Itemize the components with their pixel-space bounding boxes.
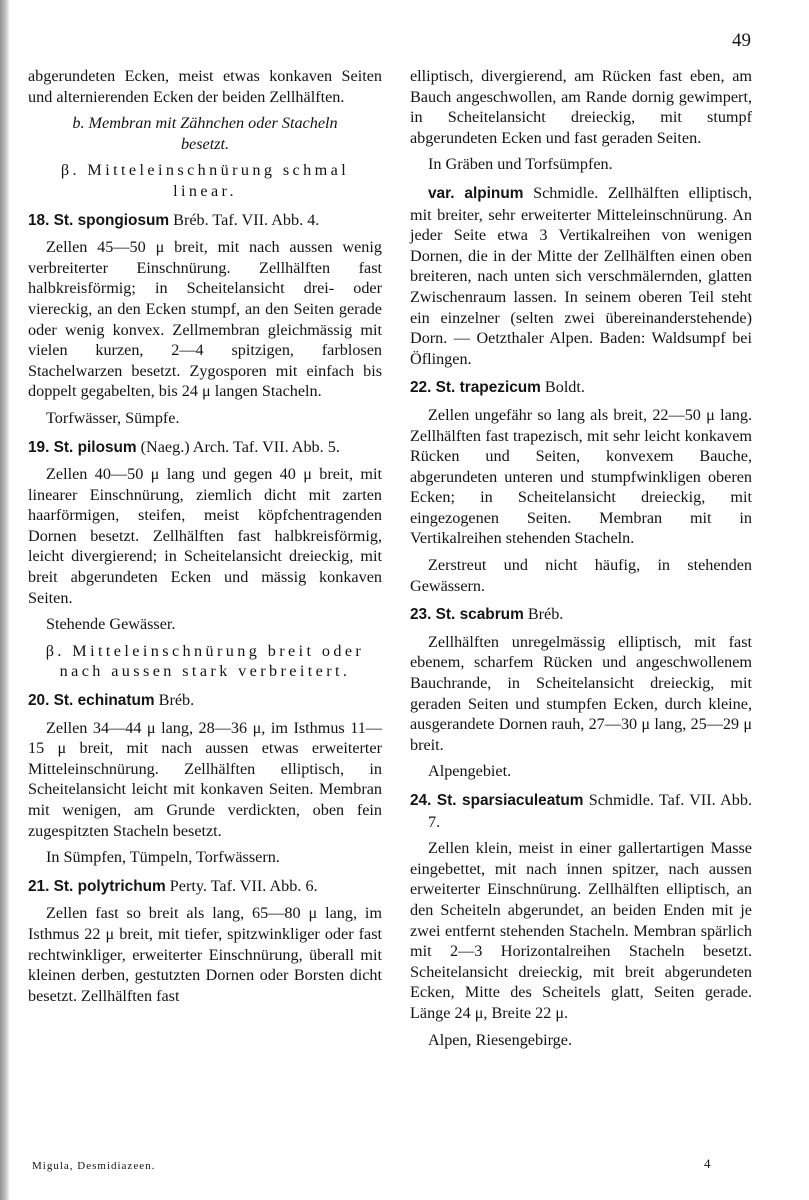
variety-text-block [410,183,752,369]
species-description: Zellen ungefähr so lang als breit, 22—50 μ lang. Zellhälften fast trapezisch, mit sehr leicht konkavem Rücken und Seiten, konvexem Bauche, abgerundeten unteren und stumpfwinkligen oberen Ecken; in Scheitelansicht dreieckig, mit eingezogenen Seiten. Membran mit in Vertikalreihen stehenden Stacheln. [410,405,752,548]
entry-24 [410,790,752,1050]
species-citation: Boldt. [544,378,585,397]
species-habitat: Alpengebiet. [428,762,512,781]
page-number: 49 [732,30,751,51]
footer-signature: Migula, Desmidiazeen. [32,1160,156,1172]
entry-22 [410,377,752,596]
species-title: 20. St. echinatum [28,692,155,710]
species-citation: Perty. Taf. VII. Abb. 6. [169,876,318,895]
species-title: 22. St. trapezicum [410,379,541,397]
continuation-habitat: In Gräben und Torfsümpfen. [428,155,613,174]
species-title: 18. St. spongiosum [28,211,170,229]
entry-header [410,377,752,399]
species-description: Zellen 45—50 μ breit, mit nach aussen wenig verbreiterter Einschnürung. Zellhälften fast halbkreisförmig; in Scheitelansicht drei- oder viereckig, an den Ecken stumpf, an den Seiten gerade oder wenig konvex. Zellmembran gleichmässig mit vielen kurzen, 2—4 spitzigen, farblosen Stachelwarzen besetzt. Zygosporen mit einfach bis doppelt gegabelten, bis 24 μ langen Stacheln. [28,238,382,401]
entry-header [28,690,382,712]
entry-18 [28,210,382,429]
species-description: Zellen klein, meist in einer gallertartigen Masse eingebettet, mit nach innen spitzer, nach aussen erweiterter Einschnürung. Zellhälften elliptisch, an den Scheiteln abgerundet, an beiden Enden mit je zwei entfernt stehenden Stacheln. Membran spärlich mit 2—3 Horizontalreihen Stacheln besetzt. Scheitelansicht dreieckig, mit breit abgerundeten Ecken, Mitte des Scheitels glatt, Seiten gerade. Länge 24 μ, Breite 22 μ. [410,839,752,1022]
page-edge-shadow [0,0,10,1200]
entry-19 [28,437,382,635]
entry-21 [28,876,382,1007]
species-habitat: Torfwässer, Sümpfe. [46,408,180,427]
entry-20 [28,690,382,868]
species-description: Zellen 34—44 μ lang, 28—36 μ, im Isthmus 11—15 μ breit, mit nach aussen etwas erweiterter Mitteleinschnürung. Zellhälften elliptisch, in Scheitelansicht leicht mit konkaven Seiten. Membran mit wenigen, am Grunde verdickten, oben fein zugespitzten Stacheln besetzt. [28,718,382,840]
left-column [28,66,382,1012]
species-citation: Schmidle. Taf. VII. Abb. 7. [428,791,752,831]
subsection-heading-broad: β. Mitteleinschnürung breit oder nach aussen stark verbreitert. [45,641,365,681]
entry-23 [410,604,752,782]
species-title: 21. St. polytrichum [28,877,166,895]
species-citation: Bréb. Taf. VII. Abb. 4. [173,210,320,229]
variety-title: var. alpinum [428,184,524,202]
species-habitat: Stehende Gewässer. [46,615,176,634]
footer-sheet-number: 4 [704,1156,711,1171]
species-habitat: In Sümpfen, Tümpeln, Torfwässern. [46,848,280,867]
species-title: 23. St. scabrum [410,606,524,624]
species-citation: Bréb. [527,605,564,624]
species-description: Zellen 40—50 μ lang und gegen 40 μ breit, mit linearer Einschnürung, ziemlich dicht mit zarten haarförmigen, steifen, meist köpfchentragenden Dornen besetzt. Zellhälften fast halbkreisförmig, leicht divergierend; in Scheitelansicht dreieckig, mit breit abgerundeten Ecken und mässig konkaven Seiten. [28,465,382,607]
species-description: Zellen fast so breit als lang, 65—80 μ lang, im Isthmus 22 μ breit, mit tiefer, spitzwinkliger oder fast rechtwinkliger, erweiterter Einschnürung, überall mit kleinen derben, gestutzten Dornen oder Borsten dicht besetzt. Zellhälften fast [28,904,382,1005]
entry-header [28,876,382,898]
variety-alpinum [410,183,752,369]
entry-header [410,790,752,832]
species-habitat: Alpen, Riesengebirge. [428,1030,573,1049]
entry-header [410,604,752,626]
entry-header [28,437,382,459]
species-citation: Bréb. [158,691,195,710]
entry-header [28,210,382,232]
species-title: 24. St. sparsiaculeatum [410,792,584,809]
section-heading-b: b. Membran mit Zähnchen oder Stacheln besetzt. [72,114,338,153]
continuation-text: elliptisch, divergierend, am Rücken fast eben, am Bauch angeschwollen, am Rande dornig gewimpert, in Scheitelansicht dreieckig, mit stumpf abgerundeten Ecken und fast geraden Seiten. [410,67,752,147]
right-column [410,66,752,1056]
species-description: Zellhälften unregelmässig elliptisch, mit fast ebenem, scharfem Rücken und angeschwollenem Bauchrande, in Scheitelansicht dreieckig, mit geraden Seiten und stumpfen Ecken, durch kleine, ausgerandete Dornen rauh, 27—30 μ lang, 25—29 μ breit. [410,632,752,754]
intro-text: abgerundeten Ecken, meist etwas konkaven Seiten und alternierenden Ecken der beiden Zellhälften. [28,67,382,106]
species-citation: (Naeg.) Arch. Taf. VII. Abb. 5. [140,437,340,456]
variety-text: Schmidle. Zellhälften elliptisch, mit breiter, sehr erweiterter Mitteleinschnürung. An jeder Seite etwa 3 Vertikalreihen von wenigen Dornen, die in der Mitte der Zellhälften einen oben breiteren, nach unten sich verschmälernden, glatten Zwischenraum lassen. In seinem oberen Teil steht ein einzelner (selten zwei übereinanderstehende) Dorn. — Oetzthaler Alpen. Baden: Waldsumpf bei Öflingen. [410,183,753,368]
species-title: 19. St. pilosum [28,438,137,456]
subsection-heading-narrow: β. Mitteleinschnürung schmal linear. [60,161,350,200]
species-habitat: Zerstreut und nicht häufig, in stehenden Gewässern. [410,556,752,595]
